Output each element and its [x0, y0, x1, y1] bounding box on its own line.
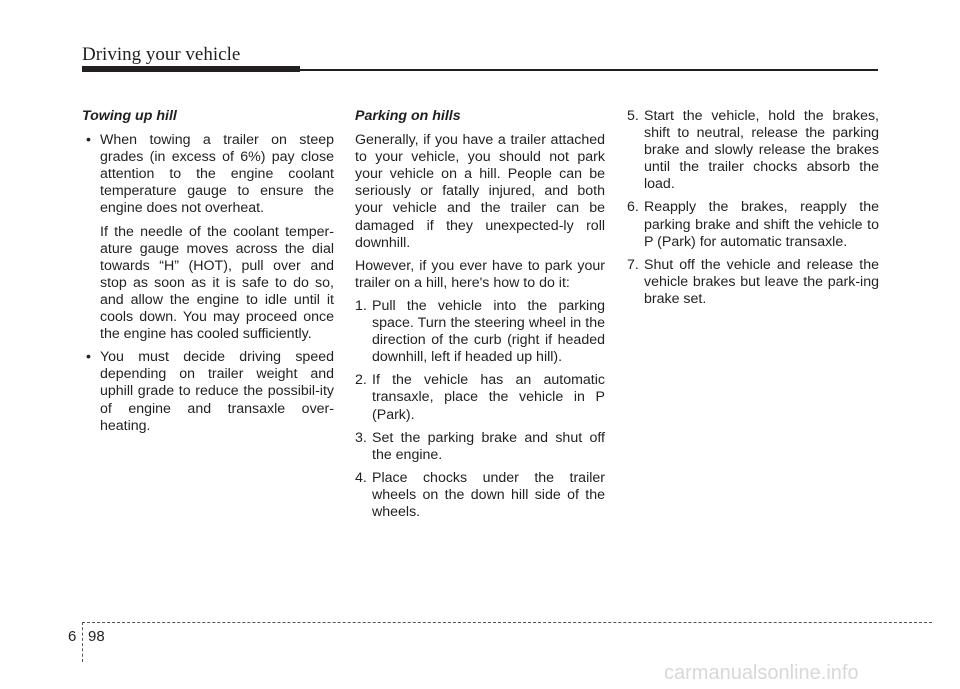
step-number: 7.	[627, 256, 639, 273]
step-text: Set the parking brake and shut off the engine.	[372, 429, 605, 463]
section-title: Driving your vehicle	[82, 44, 241, 65]
step-text: Shut off the vehicle and release the vehicle brakes but leave the park-ing brake set.	[644, 256, 879, 307]
step-number: 1.	[355, 297, 367, 314]
paragraph: However, if you ever have to park your trailer on a hill, here's how to do it:	[355, 257, 605, 291]
bullet-icon: •	[86, 132, 91, 149]
step-item	[627, 108, 879, 193]
step-item	[627, 199, 879, 250]
step-item	[355, 298, 605, 366]
column-parking-on-hills	[355, 108, 605, 527]
column-parking-steps-continued	[627, 108, 879, 314]
bullet-item	[82, 349, 334, 434]
bullet-icon: •	[86, 349, 91, 366]
step-text: If the vehicle has an automatic transaxle, place the vehicle in P (Park).	[372, 372, 605, 423]
header-rule-thick	[82, 66, 300, 72]
chapter-number: 6	[68, 628, 77, 645]
bullet-item	[82, 132, 334, 217]
step-text: Reapply the brakes, reapply the parking brake and shift the vehicle to P (Park) for automatic transaxle.	[644, 199, 879, 250]
step-item	[355, 430, 605, 464]
parking-on-hills-heading: Parking on hills	[355, 108, 461, 124]
watermark: carmanualsonline.info	[664, 662, 859, 684]
step-item	[355, 372, 605, 423]
step-number: 4.	[355, 469, 367, 486]
step-number: 2.	[355, 372, 367, 389]
header-rule-thin	[300, 69, 878, 71]
bullet-paragraph: If the needle of the coolant temper-ature gauge moves across the dial towards “H” (HOT), pull over and stop as soon as it is safe to do so, and allow the engine to idle until it cools down. You may proceed once the engine has cooled sufficiently.	[100, 223, 334, 343]
step-number: 5.	[627, 108, 639, 124]
step-number: 3.	[355, 429, 367, 446]
footer-divider	[82, 622, 83, 662]
step-text: Pull the vehicle into the parking space. Turn the steering wheel in the direction of the curb (right if headed downhill, left if headed up hill).	[372, 297, 605, 366]
bullet-text: You must decide driving speed depending on trailer weight and uphill grade to reduce the possibil-ity of engine and transaxle over-heating.	[100, 349, 334, 434]
step-item	[355, 470, 605, 521]
paragraph: Generally, if you have a trailer attached to your vehicle, you should not park your vehicle on a hill. People can be seriously or fatally injured, and both your vehicle and the trailer can be damaged if they unexpected-ly roll downhill.	[355, 132, 605, 251]
towing-up-hill-heading: Towing up hill	[82, 108, 177, 124]
step-text: Place chocks under the trailer wheels on the down hill side of the wheels.	[372, 469, 605, 520]
bullet-text: When towing a trailer on steep grades (in excess of 6%) pay close attention to the engine coolant temperature gauge to ensure the engine does not overheat.	[100, 132, 334, 217]
footer-rule	[82, 622, 932, 623]
step-item	[627, 257, 879, 308]
step-number: 6.	[627, 199, 639, 216]
step-text: Start the vehicle, hold the brakes, shift to neutral, release the parking brake and slowly release the brakes until the trailer chocks absorb the load.	[644, 108, 879, 193]
page-number: 98	[88, 628, 105, 645]
column-towing-up-hill	[82, 108, 334, 441]
